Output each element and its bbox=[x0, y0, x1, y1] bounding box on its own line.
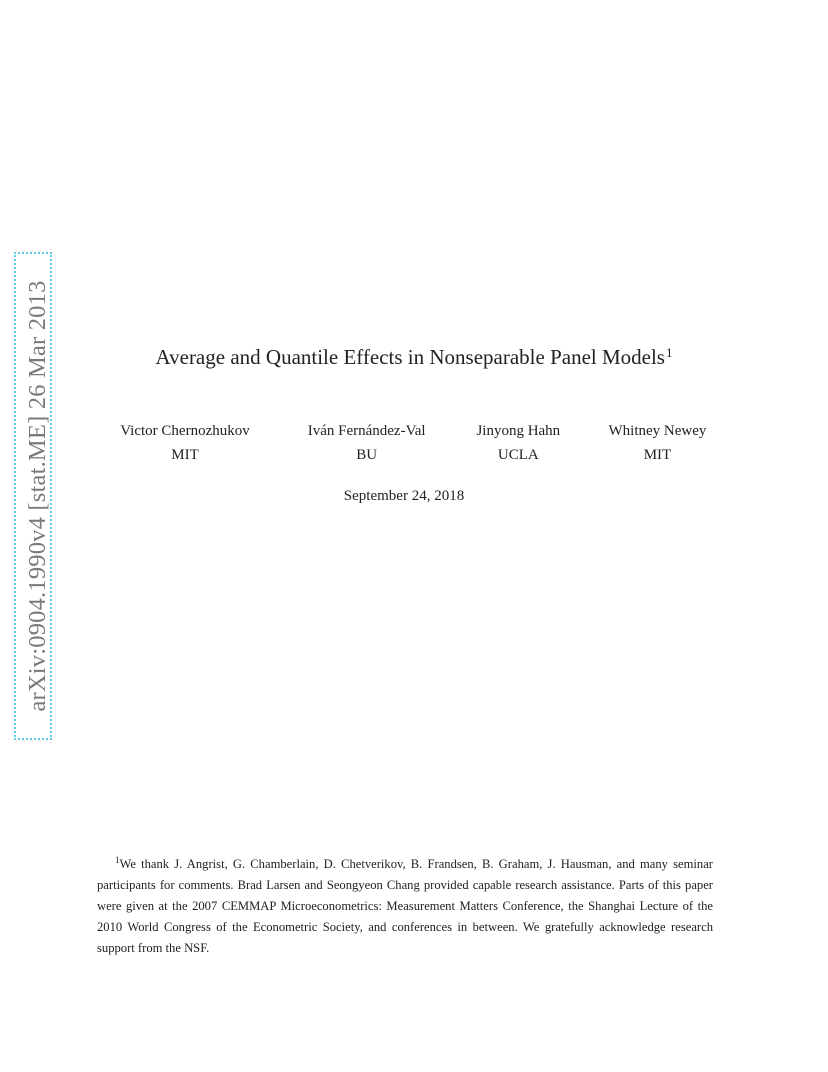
author-affiliation: UCLA bbox=[497, 447, 539, 463]
author-affiliation: MIT bbox=[171, 447, 199, 463]
title-footnote-mark: 1 bbox=[665, 345, 673, 360]
paper-title-text: Average and Quantile Effects in Nonseparable Panel Models bbox=[155, 345, 665, 369]
author-block bbox=[463, 422, 573, 464]
author-block bbox=[595, 422, 720, 464]
author-affiliation: MIT bbox=[643, 447, 672, 463]
title-footnote bbox=[97, 850, 713, 959]
author-name: Jinyong Hahn bbox=[476, 423, 561, 439]
author-affiliation: BU bbox=[356, 447, 378, 463]
arxiv-identifier: arXiv:0904.1990v4 [stat.ME] 26 Mar 2013 bbox=[24, 280, 51, 712]
paper-title bbox=[0, 345, 828, 370]
author-block bbox=[100, 422, 270, 464]
footnote-mark: 1 bbox=[115, 855, 120, 865]
author-name: Victor Chernozhukov bbox=[120, 423, 250, 439]
paper-date: September 24, 2018 bbox=[343, 488, 465, 504]
author-name: Iván Fernández-Val bbox=[307, 423, 426, 439]
author-name: Whitney Newey bbox=[608, 423, 707, 439]
author-block bbox=[292, 422, 442, 464]
author-list bbox=[100, 422, 720, 464]
footnote-text: We thank J. Angrist, G. Chamberlain, D. Chetverikov, B. Frandsen, B. Graham, J. Hausman, and many seminar participants for comments. Brad Larsen and Seongyeon Chang provided capable research assistance. Parts of this paper were given at the 2007 CEMMAP Microeconometrics: Measurement Matters Conference, the Shanghai Lecture of the 2010 World Congress of the Econometric Society, and conferences in between. We gratefully acknowledge research support from the NSF. bbox=[97, 857, 713, 955]
